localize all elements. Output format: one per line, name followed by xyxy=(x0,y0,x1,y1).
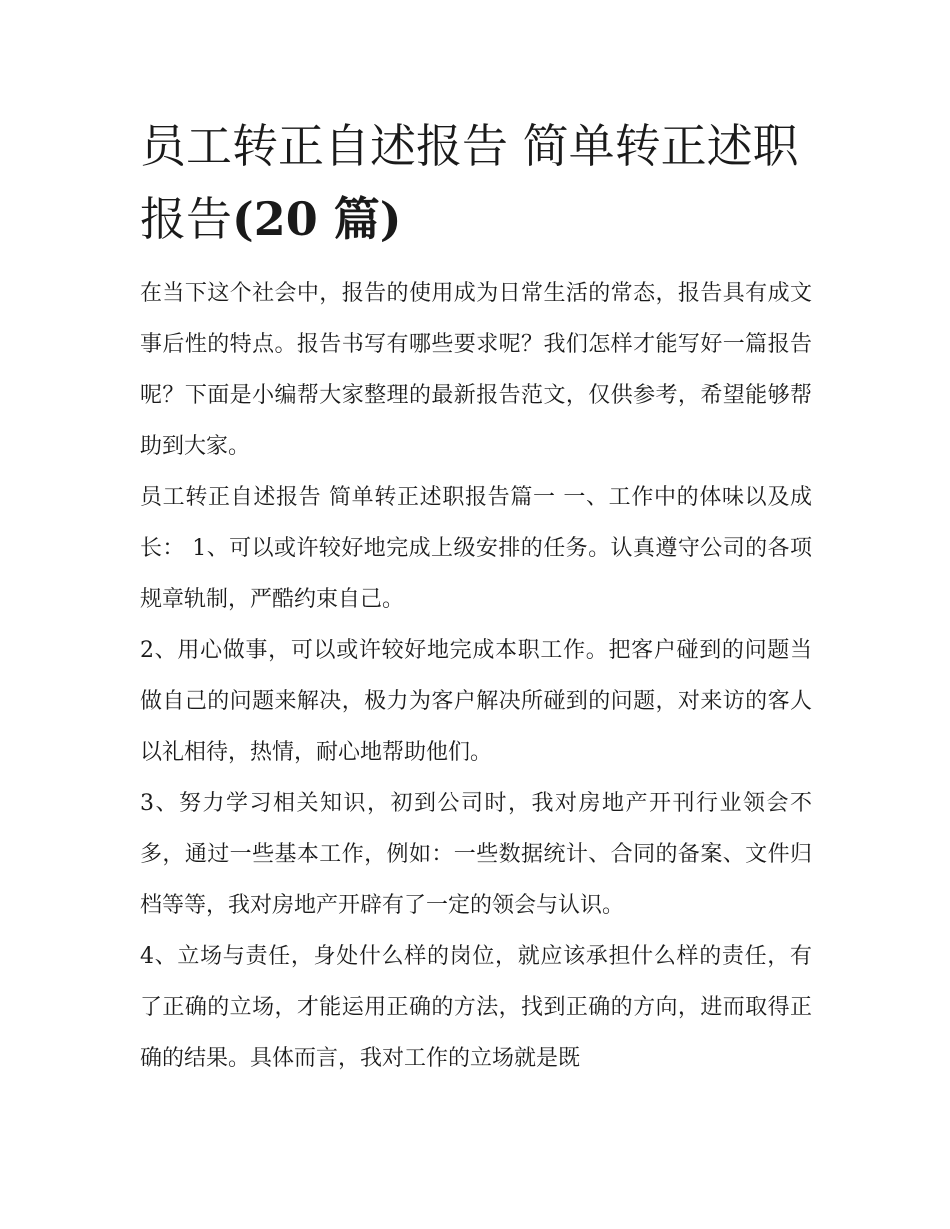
item-four-paragraph: 4、立场与责任，身处什么样的岗位，就应该承担什么样的责任，有了正确的立场，才能运用正确的方法，找到正确的方向，进而取得正确的结果。具体而言，我对工作的立场就是既 xyxy=(140,944,812,1071)
document-title xyxy=(140,110,812,256)
document-page xyxy=(140,110,812,1084)
intro-paragraph: 在当下这个社会中，报告的使用成为日常生活的常态，报告具有成文事后性的特点。报告书写有哪些要求呢？我们怎样才能写好一篇报告呢？下面是小编帮大家整理的最新报告范文，仅供参考，希望能够帮助到大家。 xyxy=(140,281,812,459)
item-two-paragraph: 2、用心做事，可以或许较好地完成本职工作。把客户碰到的问题当做自己的问题来解决，极力为客户解决所碰到的问题，对来访的客人以礼相待，热情，耐心地帮助他们。 xyxy=(140,638,812,765)
section-one-paragraph: 员工转正自述报告 简单转正述职报告篇一 一、工作中的体味以及成长： 1、可以或许较好地完成上级安排的任务。认真遵守公司的各项规章轨制，严酷约束自己。 xyxy=(140,485,812,612)
item-three-paragraph: 3、努力学习相关知识，初到公司时，我对房地产开刊行业领会不多，通过一些基本工作，例如：一些数据统计、合同的备案、文件归档等等，我对房地产开辟有了一定的领会与认识。 xyxy=(140,791,812,918)
title-count: (20 xyxy=(232,192,318,246)
title-count-suffix: 篇) xyxy=(317,192,402,246)
title-text: 员工转正自述报告 简单转正述职报告 xyxy=(140,119,799,246)
